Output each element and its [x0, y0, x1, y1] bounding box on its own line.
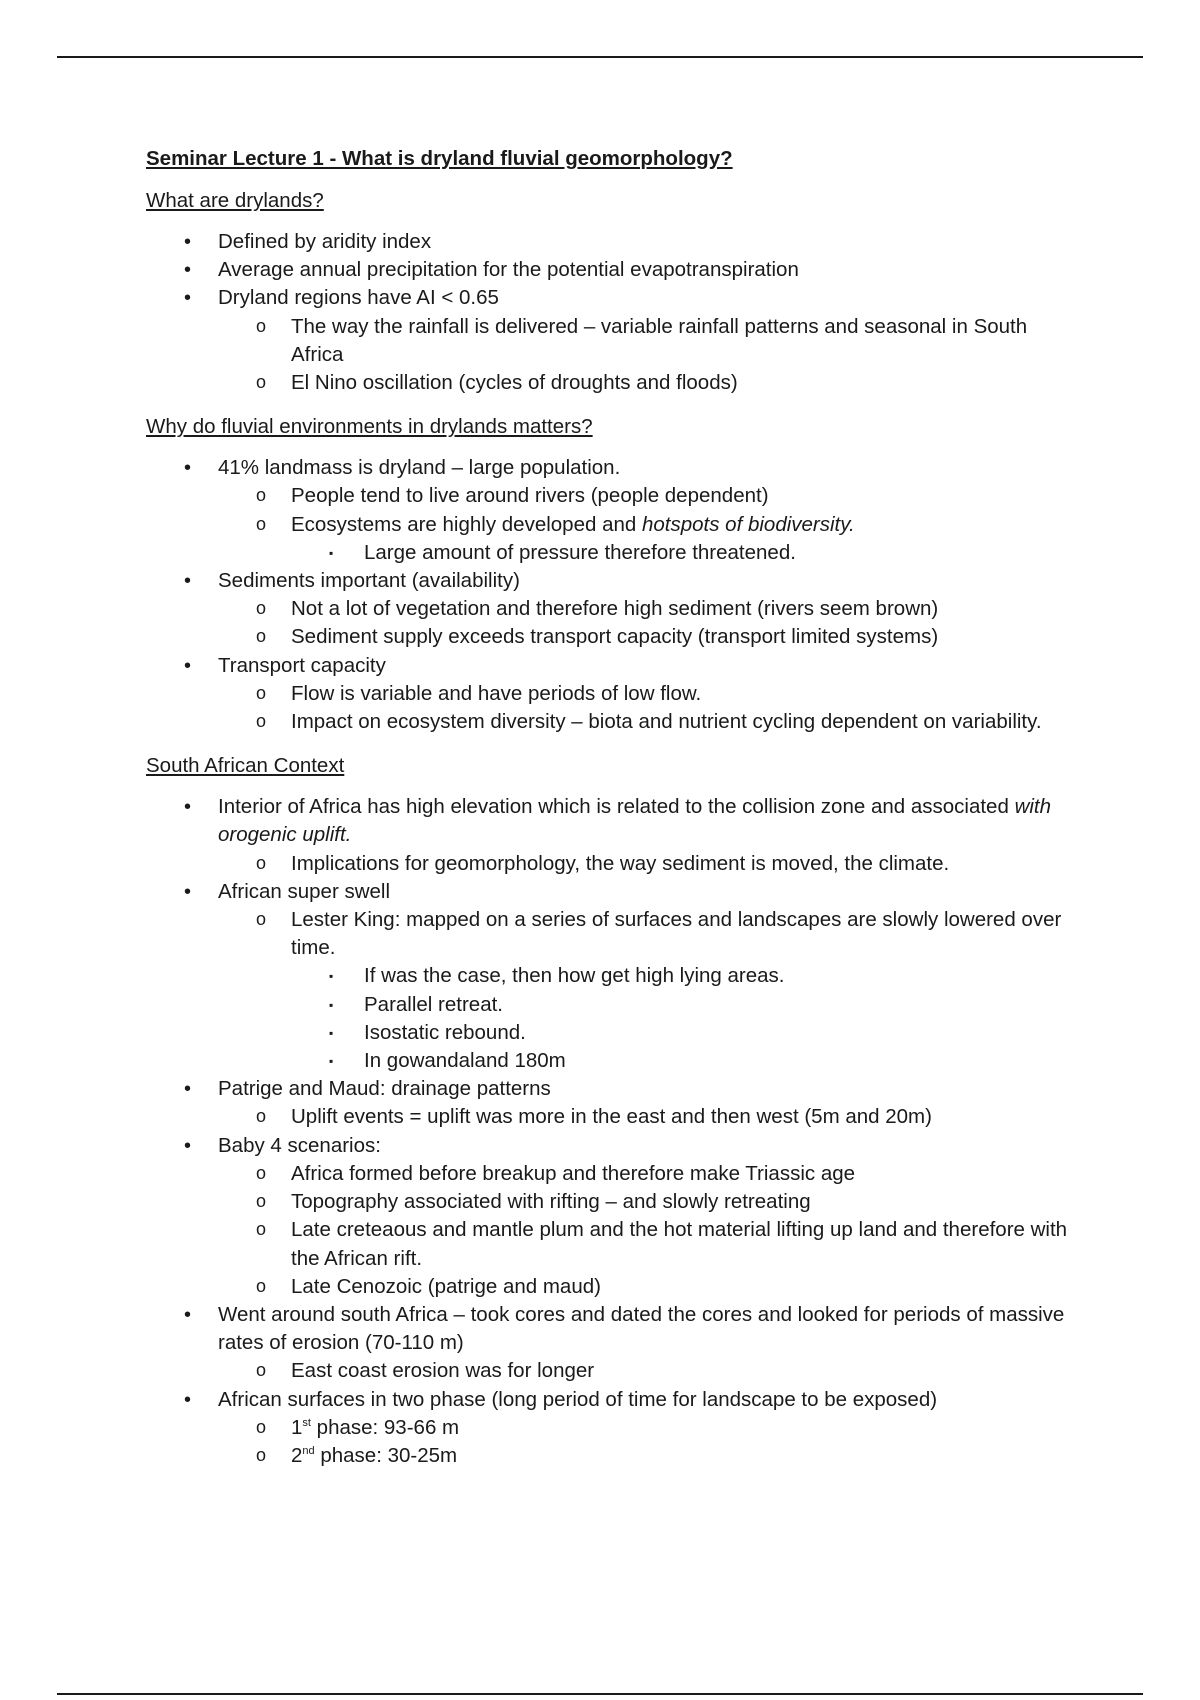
- list-item: • Interior of Africa has high elevation which is related to the collision zone and associated with orogenic uplift. o Implications for geomorphology, the way sediment is moved, the climate.: [146, 793, 1076, 878]
- circle-bullet-icon: o: [256, 1360, 267, 1381]
- sub-list-item: o Late Cenozoic (patrige and maud): [218, 1273, 1076, 1301]
- bullet-icon: •: [184, 1388, 192, 1411]
- bullet-icon: •: [184, 287, 192, 310]
- sub-sub-list-item: ▪ If was the case, then how get high lying areas.: [291, 962, 1076, 990]
- circle-bullet-icon: o: [256, 598, 267, 619]
- square-bullet-icon: ▪: [329, 1025, 334, 1040]
- sub-list: [218, 906, 1076, 1075]
- square-bullet-icon: ▪: [329, 969, 334, 984]
- circle-bullet-icon: o: [256, 1106, 267, 1127]
- sub-list-item: o Lester King: mapped on a series of surfaces and landscapes are slowly lowered over time. ▪ If was the case, then how get high lying areas. ▪ Parallel retreat. ▪ Isostatic rebound. ▪ In gowandaland 180m: [218, 906, 1076, 1075]
- section-heading-fluvial: Why do fluvial environments in drylands matters?: [146, 415, 593, 439]
- list-item: • African super swell o Lester King: mapped on a series of surfaces and landscapes are slowly lowered over time. ▪ If was the case, then how get high lying areas. ▪ Parallel retreat. ▪ Isostatic rebound. ▪ In gowandaland 180m: [146, 878, 1076, 1075]
- sub-list: [218, 313, 1076, 398]
- circle-bullet-icon: o: [256, 909, 267, 930]
- header-rule: [57, 56, 1143, 58]
- circle-bullet-icon: o: [256, 1191, 267, 1212]
- section-heading-south-africa: South African Context: [146, 754, 345, 778]
- sub-sub-list-item: ▪ Isostatic rebound.: [291, 1019, 1076, 1047]
- drylands-list: [146, 228, 1076, 397]
- section-heading-drylands: What are drylands?: [146, 189, 324, 212]
- sub-list-item: o Topography associated with rifting – and slowly retreating: [218, 1188, 1076, 1216]
- list-item: • Dryland regions have AI < 0.65 o The way the rainfall is delivered – variable rainfall patterns and seasonal in South Africa o El Nino oscillation (cycles of droughts and floods): [146, 284, 1076, 397]
- list-item: • Sediments important (availability) o Not a lot of vegetation and therefore high sediment (rivers seem brown) o Sediment supply exceeds transport capacity (transport limited systems): [146, 567, 1076, 652]
- south-africa-list: [146, 793, 1076, 1470]
- sub-list: [218, 482, 1076, 567]
- circle-bullet-icon: o: [256, 1219, 267, 1240]
- sub-list-item: o Not a lot of vegetation and therefore high sediment (rivers seem brown): [218, 595, 1076, 623]
- bullet-icon: •: [184, 259, 192, 282]
- circle-bullet-icon: o: [256, 485, 267, 506]
- circle-bullet-icon: o: [256, 1162, 267, 1183]
- circle-bullet-icon: o: [256, 682, 267, 703]
- bullet-icon: •: [184, 231, 192, 253]
- sub-sub-list-item: ▪ In gowandaland 180m: [291, 1047, 1076, 1075]
- sub-sub-list: [291, 962, 1076, 1075]
- sub-list: [218, 680, 1076, 736]
- list-item: • African surfaces in two phase (long period of time for landscape to be exposed) o 1st phase: 93-66 m o 2nd phase: 30-25m: [146, 1386, 1076, 1471]
- list-item: • Transport capacity o Flow is variable and have periods of low flow. o Impact on ecosystem diversity – biota and nutrient cycling dependent on variability.: [146, 652, 1076, 737]
- sub-list-item: o Flow is variable and have periods of low flow.: [218, 680, 1076, 708]
- circle-bullet-icon: o: [256, 315, 267, 336]
- list-item: • Went around south Africa – took cores and dated the cores and looked for periods of massive rates of erosion (70-110 m) o East coast erosion was for longer: [146, 1301, 1076, 1386]
- page-title: Seminar Lecture 1 - What is dryland fluvial geomorphology?: [146, 147, 733, 170]
- sub-list: [218, 1357, 1076, 1385]
- circle-bullet-icon: o: [256, 1444, 267, 1465]
- document-body: [146, 146, 1076, 1487]
- list-item: • 41% landmass is dryland – large population. o People tend to live around rivers (people dependent) o Ecosystems are highly developed and hotspots of biodiversity. ▪ Large amount of pressure therefore threatened.: [146, 454, 1076, 567]
- circle-bullet-icon: o: [256, 852, 267, 873]
- square-bullet-icon: ▪: [329, 545, 334, 560]
- sub-list-item: o 2nd phase: 30-25m: [218, 1442, 1076, 1470]
- footer-rule: [57, 1693, 1143, 1695]
- square-bullet-icon: ▪: [329, 1054, 334, 1069]
- sub-list-item: o Ecosystems are highly developed and hotspots of biodiversity. ▪ Large amount of pressure therefore threatened.: [218, 511, 1076, 567]
- bullet-icon: •: [184, 1303, 192, 1326]
- bullet-icon: •: [184, 457, 192, 480]
- sub-list-item: o Late creteaous and mantle plum and the hot material lifting up land and therefore with the African rift.: [218, 1216, 1076, 1272]
- sub-list-item: o Africa formed before breakup and therefore make Triassic age: [218, 1160, 1076, 1188]
- sub-list: [218, 850, 1076, 878]
- bullet-icon: •: [184, 1078, 192, 1101]
- sub-sub-list-item: ▪ Large amount of pressure therefore threatened.: [291, 539, 1076, 567]
- sub-list-item: o East coast erosion was for longer: [218, 1357, 1076, 1385]
- circle-bullet-icon: o: [256, 513, 267, 534]
- bullet-icon: •: [184, 880, 192, 903]
- sub-list-item: o Impact on ecosystem diversity – biota and nutrient cycling dependent on variability.: [218, 708, 1076, 736]
- sub-list-item: o Implications for geomorphology, the way sediment is moved, the climate.: [218, 850, 1076, 878]
- circle-bullet-icon: o: [256, 711, 267, 732]
- sub-list: [218, 1414, 1076, 1470]
- circle-bullet-icon: o: [256, 1275, 267, 1296]
- bullet-icon: •: [184, 1134, 192, 1157]
- bullet-icon: •: [184, 654, 192, 677]
- sub-list-item: o People tend to live around rivers (people dependent): [218, 482, 1076, 510]
- circle-bullet-icon: o: [256, 372, 267, 393]
- square-bullet-icon: ▪: [329, 997, 334, 1012]
- circle-bullet-icon: o: [256, 626, 267, 647]
- list-item: • Average annual precipitation for the potential evapotranspiration: [146, 256, 1076, 284]
- sub-list: [218, 1160, 1076, 1301]
- list-item: • Patrige and Maud: drainage patterns o Uplift events = uplift was more in the east and then west (5m and 20m): [146, 1075, 1076, 1131]
- list-item: • Baby 4 scenarios: o Africa formed before breakup and therefore make Triassic age o Topography associated with rifting – and slowly retreating o Late creteaous and mantle plum and the hot material lifting up land and therefore with the African rift. o Late Cenozoic (patrige and maud): [146, 1132, 1076, 1301]
- bullet-icon: •: [184, 796, 192, 819]
- sub-sub-list-item: ▪ Parallel retreat.: [291, 991, 1076, 1019]
- sub-list-item: o El Nino oscillation (cycles of droughts and floods): [218, 369, 1076, 397]
- sub-list-item: o Uplift events = uplift was more in the east and then west (5m and 20m): [218, 1103, 1076, 1131]
- list-item: • Defined by aridity index: [146, 228, 1076, 256]
- sub-list: [218, 1103, 1076, 1131]
- circle-bullet-icon: o: [256, 1416, 267, 1437]
- sub-sub-list: [291, 539, 1076, 567]
- fluvial-list: [146, 454, 1076, 736]
- sub-list-item: o The way the rainfall is delivered – variable rainfall patterns and seasonal in South Africa: [218, 313, 1076, 369]
- sub-list: [218, 595, 1076, 651]
- sub-list-item: o 1st phase: 93-66 m: [218, 1414, 1076, 1442]
- sub-list-item: o Sediment supply exceeds transport capacity (transport limited systems): [218, 623, 1076, 651]
- bullet-icon: •: [184, 570, 192, 593]
